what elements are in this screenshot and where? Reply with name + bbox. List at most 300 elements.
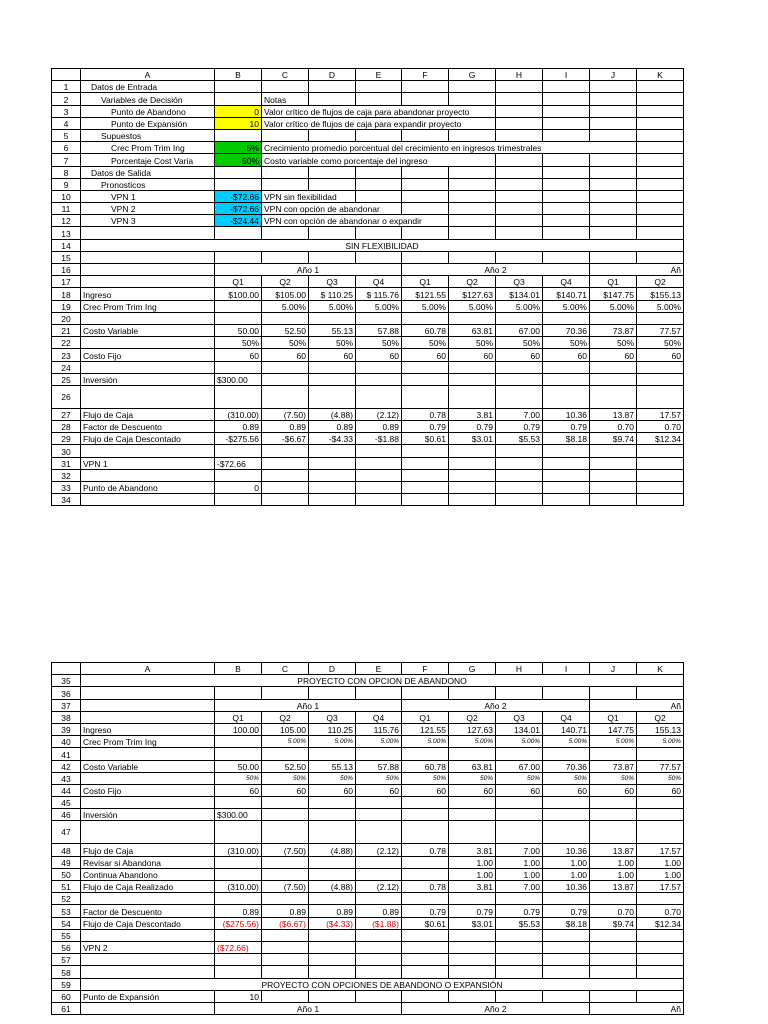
cell[interactable] (215, 166, 262, 178)
value-cell[interactable]: $5.53 (496, 917, 543, 929)
value-cell[interactable]: 1.00 (496, 868, 543, 880)
column-header-d[interactable]: D (309, 69, 356, 81)
quarter-header[interactable]: Q2 (637, 711, 684, 723)
cell[interactable] (543, 748, 590, 760)
cell[interactable] (543, 893, 590, 905)
cell[interactable] (496, 954, 543, 966)
value-cell[interactable]: 60 (449, 784, 496, 796)
cell[interactable] (637, 251, 684, 263)
value-cell[interactable]: 0.70 (590, 905, 637, 917)
cell-c10-note[interactable]: VPN sin flexibilidad (262, 190, 309, 202)
cell[interactable] (543, 142, 590, 154)
cell-a1[interactable]: Datos de Entrada (81, 81, 215, 93)
value-cell[interactable]: 5.00% (449, 736, 496, 748)
cell[interactable] (590, 482, 637, 494)
cell[interactable] (637, 809, 684, 821)
cell[interactable] (449, 469, 496, 481)
value-cell[interactable]: (2.12) (356, 408, 402, 420)
value-cell[interactable]: 50% (402, 772, 449, 784)
cell[interactable] (496, 203, 543, 215)
cell[interactable] (215, 129, 262, 141)
value-cell[interactable]: (4.88) (309, 408, 356, 420)
cell[interactable] (356, 494, 402, 506)
cell[interactable] (590, 687, 637, 699)
cell[interactable] (402, 129, 449, 141)
cell[interactable] (309, 93, 356, 105)
value-cell[interactable]: 5.00% (402, 736, 449, 748)
row-number[interactable]: 4 (52, 117, 81, 129)
value-cell[interactable]: $100.00 (215, 288, 262, 300)
year-2-header[interactable]: Año 2 (402, 1002, 590, 1014)
quarter-header[interactable]: Q4 (356, 711, 402, 723)
cell[interactable] (496, 966, 543, 978)
value-cell[interactable]: $12.34 (637, 917, 684, 929)
row-label[interactable]: Flujo de Caja Realizado (81, 881, 215, 893)
value-cell[interactable]: $ 115.76 (356, 288, 402, 300)
row-number[interactable]: 48 (52, 844, 81, 856)
value-cell[interactable]: 10.36 (543, 881, 590, 893)
cell[interactable] (449, 445, 496, 457)
cell-b10-npv1[interactable]: -$72.66 (215, 190, 262, 202)
cell[interactable] (543, 361, 590, 373)
cell[interactable] (262, 361, 309, 373)
cell[interactable] (496, 93, 543, 105)
row-number[interactable]: 44 (52, 784, 81, 796)
value-cell[interactable]: 3.81 (449, 844, 496, 856)
cell[interactable] (637, 385, 684, 408)
value-cell[interactable]: 70.36 (543, 760, 590, 772)
value-cell[interactable]: 50.00 (215, 324, 262, 336)
column-header-h[interactable]: H (496, 69, 543, 81)
cell[interactable] (402, 941, 449, 953)
cell[interactable] (496, 361, 543, 373)
cell[interactable] (449, 687, 496, 699)
value-cell[interactable]: 5.00% (356, 300, 402, 312)
row-number[interactable]: 52 (52, 893, 81, 905)
quarter-header[interactable]: Q2 (449, 711, 496, 723)
row-label[interactable]: Costo Variable (81, 760, 215, 772)
cell[interactable] (590, 227, 637, 239)
cell[interactable] (402, 893, 449, 905)
cell[interactable] (309, 797, 356, 809)
cell[interactable] (262, 821, 309, 844)
cell-a6[interactable]: Crec Prom Trim Ing (81, 142, 215, 154)
column-header-i[interactable]: I (543, 69, 590, 81)
quarter-header[interactable]: Q1 (215, 711, 262, 723)
value-cell[interactable]: 0.78 (402, 408, 449, 420)
cell[interactable] (637, 373, 684, 385)
row-number[interactable]: 1 (52, 81, 81, 93)
cell[interactable] (402, 929, 449, 941)
cell[interactable] (496, 821, 543, 844)
cell[interactable] (356, 251, 402, 263)
row-label[interactable]: Ingreso (81, 723, 215, 735)
value-cell[interactable]: 1.00 (590, 856, 637, 868)
cell[interactable] (496, 809, 543, 821)
value-cell[interactable]: 5.00% (402, 300, 449, 312)
cell[interactable] (637, 797, 684, 809)
cell[interactable] (449, 93, 496, 105)
cell[interactable] (309, 373, 356, 385)
cell[interactable] (543, 494, 590, 506)
cell[interactable] (637, 893, 684, 905)
cell-c12-note[interactable]: VPN con opción de abandonar o expandir (262, 215, 309, 227)
cell[interactable] (215, 929, 262, 941)
value-cell[interactable]: 60 (449, 349, 496, 361)
value-cell[interactable]: 0.89 (262, 421, 309, 433)
cell[interactable] (356, 178, 402, 190)
value-cell[interactable]: 60 (496, 784, 543, 796)
cell[interactable] (356, 445, 402, 457)
cell[interactable] (449, 190, 496, 202)
value-cell[interactable]: (2.12) (356, 844, 402, 856)
cell[interactable] (309, 457, 356, 469)
cell[interactable] (215, 687, 262, 699)
cell[interactable] (356, 809, 402, 821)
value-cell[interactable]: 3.81 (449, 408, 496, 420)
cell[interactable] (262, 966, 309, 978)
value-cell[interactable]: 0.79 (449, 421, 496, 433)
section-title-abandon-option[interactable]: PROYECTO CON OPCION DE ABANDONO (81, 675, 684, 687)
value-cell[interactable]: 60 (309, 349, 356, 361)
cell[interactable] (449, 178, 496, 190)
cell[interactable] (81, 361, 215, 373)
cell[interactable] (449, 893, 496, 905)
cell[interactable] (81, 966, 215, 978)
cell[interactable] (637, 154, 684, 166)
cell[interactable] (590, 312, 637, 324)
value-cell[interactable]: 5.00% (356, 736, 402, 748)
cell[interactable] (309, 494, 356, 506)
cell[interactable] (402, 966, 449, 978)
row-number[interactable]: 51 (52, 881, 81, 893)
value-cell[interactable]: 0.79 (543, 905, 590, 917)
column-header-k[interactable]: K (637, 663, 684, 675)
cell[interactable] (81, 227, 215, 239)
cell[interactable] (81, 748, 215, 760)
quarter-header[interactable]: Q1 (402, 711, 449, 723)
corner-cell[interactable] (52, 69, 81, 81)
row-number[interactable]: 47 (52, 821, 81, 844)
cell-b4-expansion-point[interactable]: 10 (215, 117, 262, 129)
cell[interactable] (356, 748, 402, 760)
value-cell[interactable]: 5.00% (309, 300, 356, 312)
value-cell[interactable]: 13.87 (590, 881, 637, 893)
value-cell[interactable]: 63.81 (449, 760, 496, 772)
corner-cell[interactable] (52, 663, 81, 675)
value-cell[interactable] (215, 868, 262, 880)
value-cell[interactable]: (4.88) (309, 881, 356, 893)
cell[interactable] (449, 941, 496, 953)
cell[interactable] (81, 494, 215, 506)
cell[interactable] (637, 166, 684, 178)
value-cell[interactable]: 50% (356, 772, 402, 784)
value-cell[interactable]: 0.79 (402, 905, 449, 917)
value-cell-negative[interactable]: ($1.88) (356, 917, 402, 929)
cell[interactable] (496, 373, 543, 385)
value-cell[interactable]: 60 (637, 784, 684, 796)
cell[interactable] (543, 93, 590, 105)
cell[interactable] (356, 990, 402, 1002)
cell[interactable] (496, 178, 543, 190)
value-cell[interactable]: 50% (543, 772, 590, 784)
value-cell[interactable]: 52.50 (262, 760, 309, 772)
cell[interactable] (637, 821, 684, 844)
cell[interactable] (81, 445, 215, 457)
cell[interactable] (449, 457, 496, 469)
cell[interactable] (637, 748, 684, 760)
value-cell[interactable]: $155.13 (637, 288, 684, 300)
quarter-header[interactable]: Q1 (590, 276, 637, 288)
cell[interactable] (590, 154, 637, 166)
value-cell[interactable]: 147.75 (590, 723, 637, 735)
cell[interactable] (81, 772, 215, 784)
cell[interactable] (402, 748, 449, 760)
cell[interactable] (496, 445, 543, 457)
cell[interactable] (215, 748, 262, 760)
value-cell[interactable] (309, 868, 356, 880)
cell[interactable] (309, 445, 356, 457)
value-cell[interactable]: 0.89 (262, 905, 309, 917)
value-cell[interactable]: 60 (262, 784, 309, 796)
cell-a11[interactable]: VPN 2 (81, 203, 215, 215)
row-number[interactable]: 59 (52, 978, 81, 990)
cell[interactable] (496, 154, 543, 166)
cell[interactable] (590, 797, 637, 809)
value-cell[interactable]: $121.55 (402, 288, 449, 300)
cell[interactable] (543, 990, 590, 1002)
row-number[interactable]: 6 (52, 142, 81, 154)
cell[interactable] (402, 469, 449, 481)
value-cell[interactable] (309, 856, 356, 868)
cell[interactable] (215, 821, 262, 844)
cell[interactable] (637, 312, 684, 324)
cell-c2-notes[interactable]: Notas (262, 93, 309, 105)
value-cell[interactable] (262, 868, 309, 880)
cell[interactable] (637, 457, 684, 469)
cell[interactable] (637, 93, 684, 105)
column-header-j[interactable]: J (590, 663, 637, 675)
cell[interactable] (590, 893, 637, 905)
cell-c3-note[interactable]: Valor crítico de flujos de caja para abandonar proyecto (262, 105, 309, 117)
cell[interactable] (309, 385, 356, 408)
cell[interactable] (590, 494, 637, 506)
cell[interactable] (309, 482, 356, 494)
quarter-header[interactable]: Q2 (262, 711, 309, 723)
cell[interactable] (496, 81, 543, 93)
cell[interactable] (81, 711, 215, 723)
cell[interactable] (262, 227, 309, 239)
value-cell[interactable]: 10.36 (543, 844, 590, 856)
cell[interactable] (590, 178, 637, 190)
cell[interactable] (402, 445, 449, 457)
cell[interactable] (496, 385, 543, 408)
cell[interactable] (309, 821, 356, 844)
value-cell[interactable]: (2.12) (356, 881, 402, 893)
value-cell[interactable]: 0.89 (215, 905, 262, 917)
row-label[interactable]: Inversión (81, 809, 215, 821)
quarter-header[interactable]: Q3 (496, 276, 543, 288)
cell[interactable] (637, 929, 684, 941)
cell[interactable] (637, 469, 684, 481)
cell[interactable] (637, 105, 684, 117)
cell[interactable] (402, 178, 449, 190)
row-number[interactable]: 29 (52, 433, 81, 445)
cell[interactable] (543, 227, 590, 239)
npv2-result[interactable]: ($72.66) (215, 941, 262, 953)
cell[interactable] (543, 966, 590, 978)
cell[interactable] (449, 482, 496, 494)
value-cell[interactable]: 110.25 (309, 723, 356, 735)
cell[interactable] (543, 809, 590, 821)
cell[interactable] (402, 821, 449, 844)
cell[interactable] (637, 954, 684, 966)
row-label[interactable]: Costo Fijo (81, 784, 215, 796)
cell[interactable] (309, 361, 356, 373)
cell-a8[interactable]: Datos de Salida (81, 166, 215, 178)
cell[interactable] (449, 494, 496, 506)
quarter-header[interactable]: Q2 (449, 276, 496, 288)
year-1-header[interactable]: Año 1 (215, 1002, 402, 1014)
cell[interactable] (637, 142, 684, 154)
cell-a4[interactable]: Punto de Expansión (81, 117, 215, 129)
section-title-abandon-or-expand[interactable]: PROYECTO CON OPCIONES DE ABANDONO O EXPANSIÓN (81, 978, 684, 990)
cell[interactable] (590, 166, 637, 178)
cell[interactable] (309, 966, 356, 978)
cell[interactable] (449, 227, 496, 239)
cell[interactable] (590, 142, 637, 154)
row-number[interactable]: 32 (52, 469, 81, 481)
cell[interactable] (356, 385, 402, 408)
cell[interactable] (449, 373, 496, 385)
cell[interactable] (496, 941, 543, 953)
cell[interactable] (262, 178, 309, 190)
value-cell[interactable]: 57.88 (356, 760, 402, 772)
value-cell[interactable]: $5.53 (496, 433, 543, 445)
value-cell[interactable]: (4.88) (309, 844, 356, 856)
year-1-header[interactable]: Año 1 (215, 264, 402, 276)
value-cell[interactable]: $9.74 (590, 917, 637, 929)
cell[interactable] (496, 190, 543, 202)
cell[interactable] (449, 929, 496, 941)
value-cell[interactable]: 5.00% (262, 736, 309, 748)
cell[interactable] (496, 166, 543, 178)
cell[interactable] (590, 385, 637, 408)
cell[interactable] (356, 166, 402, 178)
value-cell[interactable] (356, 856, 402, 868)
cell[interactable] (543, 469, 590, 481)
value-cell[interactable] (402, 856, 449, 868)
quarter-header[interactable]: Q2 (637, 276, 684, 288)
row-number[interactable]: 38 (52, 711, 81, 723)
cell[interactable] (81, 251, 215, 263)
value-cell[interactable]: 60 (356, 784, 402, 796)
value-cell[interactable]: 55.13 (309, 760, 356, 772)
value-cell[interactable]: 105.00 (262, 723, 309, 735)
cell[interactable] (637, 445, 684, 457)
row-label[interactable]: Inversión (81, 373, 215, 385)
value-cell[interactable]: 77.57 (637, 324, 684, 336)
cell[interactable] (637, 361, 684, 373)
value-cell[interactable]: 0.79 (496, 905, 543, 917)
cell[interactable] (309, 941, 356, 953)
column-header-c[interactable]: C (262, 69, 309, 81)
year-2-header[interactable]: Año 2 (402, 699, 590, 711)
column-header-a[interactable]: A (81, 663, 215, 675)
value-cell[interactable]: 50% (590, 772, 637, 784)
row-number[interactable]: 33 (52, 482, 81, 494)
cell[interactable] (81, 312, 215, 324)
row-number[interactable]: 46 (52, 809, 81, 821)
row-number[interactable]: 31 (52, 457, 81, 469)
value-cell[interactable]: -$6.67 (262, 433, 309, 445)
value-cell[interactable]: $147.75 (590, 288, 637, 300)
value-cell[interactable]: $134.01 (496, 288, 543, 300)
cell[interactable] (356, 81, 402, 93)
cell[interactable] (215, 797, 262, 809)
cell[interactable] (356, 954, 402, 966)
value-cell[interactable]: 5.00% (543, 736, 590, 748)
cell[interactable] (449, 203, 496, 215)
row-number[interactable]: 35 (52, 675, 81, 687)
cell[interactable] (543, 203, 590, 215)
value-cell[interactable]: 67.00 (496, 324, 543, 336)
cell[interactable] (215, 81, 262, 93)
value-cell[interactable]: 0.70 (637, 905, 684, 917)
quarter-header[interactable]: Q1 (590, 711, 637, 723)
value-cell[interactable] (402, 868, 449, 880)
row-label[interactable]: Flujo de Caja Descontado (81, 433, 215, 445)
value-cell[interactable]: $12.34 (637, 433, 684, 445)
column-header-e[interactable]: E (356, 69, 402, 81)
value-cell[interactable]: 5.00% (590, 300, 637, 312)
cell[interactable] (309, 929, 356, 941)
cell[interactable] (449, 990, 496, 1002)
value-cell[interactable]: 60 (590, 784, 637, 796)
quarter-header[interactable]: Q4 (356, 276, 402, 288)
cell[interactable] (262, 748, 309, 760)
cell[interactable] (590, 821, 637, 844)
value-cell[interactable]: 60 (215, 784, 262, 796)
cell[interactable] (543, 373, 590, 385)
cell[interactable] (215, 178, 262, 190)
cell-c6-note[interactable]: Crecimiento promedio porcentual del crecimiento en ingresos trimestrales (262, 142, 309, 154)
value-cell[interactable]: $8.18 (543, 917, 590, 929)
cell[interactable] (449, 166, 496, 178)
value-cell[interactable]: 5.00% (496, 300, 543, 312)
cell[interactable] (215, 494, 262, 506)
quarter-header[interactable]: Q1 (402, 276, 449, 288)
cell[interactable] (81, 337, 215, 349)
value-cell[interactable]: 50% (496, 772, 543, 784)
cell[interactable] (543, 215, 590, 227)
value-cell[interactable]: 1.00 (449, 868, 496, 880)
value-cell[interactable]: 5.00% (590, 736, 637, 748)
cell-a9[interactable]: Pronosticos (81, 178, 215, 190)
row-number[interactable]: 42 (52, 760, 81, 772)
cell[interactable] (590, 966, 637, 978)
value-cell[interactable]: $9.74 (590, 433, 637, 445)
row-label[interactable]: Factor de Descuento (81, 421, 215, 433)
value-cell[interactable]: 134.01 (496, 723, 543, 735)
value-cell[interactable]: 0.78 (402, 844, 449, 856)
value-cell[interactable] (215, 300, 262, 312)
value-cell[interactable]: 140.71 (543, 723, 590, 735)
value-cell[interactable]: 60 (543, 349, 590, 361)
cell[interactable] (590, 809, 637, 821)
cell[interactable] (590, 361, 637, 373)
value-cell[interactable]: 1.00 (496, 856, 543, 868)
